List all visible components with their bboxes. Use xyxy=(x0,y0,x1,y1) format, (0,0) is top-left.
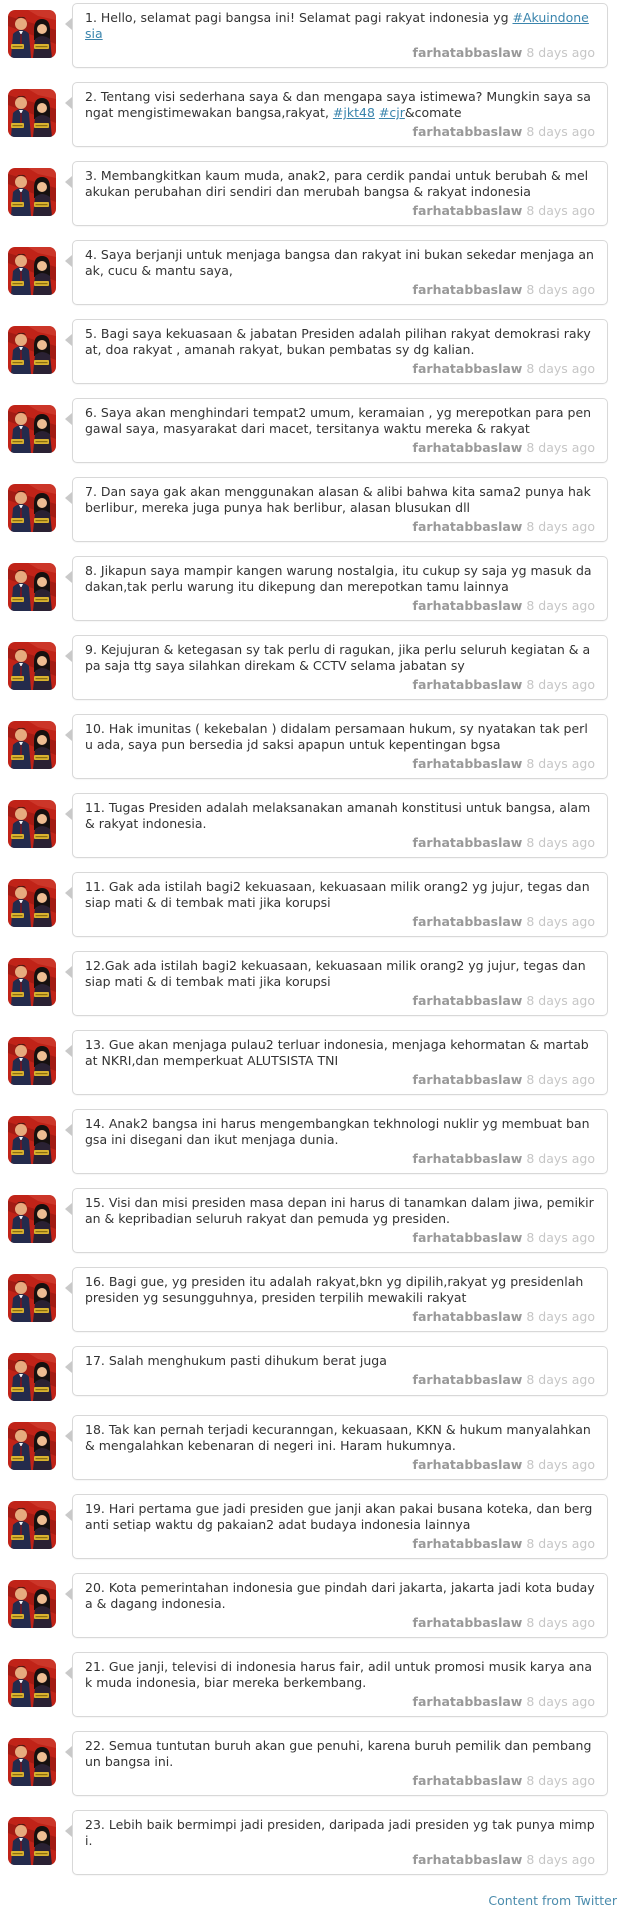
tweet-text xyxy=(85,563,595,595)
bubble-pointer xyxy=(72,714,608,779)
couple-portrait-avatar-icon xyxy=(8,563,56,611)
tweet-timestamp[interactable]: 8 days ago xyxy=(526,1536,595,1551)
couple-portrait-avatar-icon xyxy=(8,1195,56,1243)
tweet-meta xyxy=(85,914,595,930)
tweet-author[interactable]: farhatabbaslaw xyxy=(412,1151,523,1166)
tweet-text xyxy=(85,721,595,753)
tweet-author[interactable]: farhatabbaslaw xyxy=(412,519,523,534)
tweet-text xyxy=(85,642,595,674)
tweet-text-segment: 7. Dan saya gak akan menggunakan alasan & alibi bahwa kita sama2 punya hak berlibur, mereka juga punya hak berlibur, alasan blusukan dll xyxy=(85,484,591,515)
avatar[interactable] xyxy=(8,1353,56,1401)
bubble-pointer xyxy=(72,1415,608,1480)
bubble-pointer xyxy=(72,1731,608,1796)
couple-portrait-avatar-icon xyxy=(8,1116,56,1164)
hashtag-link[interactable]: #jkt48 xyxy=(332,105,375,120)
tweet-text xyxy=(85,1501,595,1533)
tweet-author[interactable]: farhatabbaslaw xyxy=(412,1615,523,1630)
tweet-meta xyxy=(85,598,595,614)
tweet-timestamp[interactable]: 8 days ago xyxy=(526,1852,595,1867)
content-from-twitter-link[interactable]: Content from Twitter xyxy=(488,1893,617,1908)
couple-portrait-avatar-icon xyxy=(8,1353,56,1401)
tweet-meta xyxy=(85,1372,595,1388)
tweet-row xyxy=(8,793,608,858)
tweet-meta xyxy=(85,1230,595,1246)
tweet-text xyxy=(85,10,595,42)
tweet-author[interactable]: farhatabbaslaw xyxy=(412,1072,523,1087)
tweet-bubble xyxy=(72,951,608,1016)
tweet-text xyxy=(85,484,595,516)
tweet-bubble xyxy=(72,1652,608,1717)
tweet-meta xyxy=(85,361,595,377)
tweet-author[interactable]: farhatabbaslaw xyxy=(412,1536,523,1551)
tweet-timestamp[interactable]: 8 days ago xyxy=(526,1151,595,1166)
tweet-text-segment: 9. Kejujuran & ketegasan sy tak perlu di ragukan, jika perlu seluruh kegiatan & apa saja ttg saya silahkan direkam & CCTV selama jabatan sy xyxy=(85,642,591,673)
tweet-text-segment: 3. Membangkitkan kaum muda, anak2, para cerdik pandai untuk berubah & melakukan perubahan diri sendiri dan merubah bangsa & rakyat indonesia xyxy=(85,168,589,199)
avatar[interactable] xyxy=(8,405,56,453)
couple-portrait-avatar-icon xyxy=(8,326,56,374)
tweet-meta xyxy=(85,45,595,61)
hashtag-link[interactable]: #Akuindonesia xyxy=(85,10,589,41)
avatar[interactable] xyxy=(8,247,56,295)
tweet-bubble xyxy=(72,872,608,937)
tweet-bubble xyxy=(72,1346,608,1396)
tweet-timestamp[interactable]: 8 days ago xyxy=(526,1309,595,1324)
couple-portrait-avatar-icon xyxy=(8,247,56,295)
couple-portrait-avatar-icon xyxy=(8,1422,56,1470)
tweet-bubble xyxy=(72,1030,608,1095)
tweet-row xyxy=(8,872,608,937)
tweet-text-segment: 4. Saya berjanji untuk menjaga bangsa dan rakyat ini bukan sekedar menjaga anak, cucu & mantu saya, xyxy=(85,247,594,278)
tweet-timestamp[interactable]: 8 days ago xyxy=(526,677,595,692)
tweet-text-segment: 22. Semua tuntutan buruh akan gue penuhi, karena buruh pemilik dan pembangun bangsa ini. xyxy=(85,1738,592,1769)
tweet-timestamp[interactable]: 8 days ago xyxy=(526,756,595,771)
tweet-row xyxy=(8,1267,608,1332)
tweet-bubble xyxy=(72,1267,608,1332)
tweet-text-segment: 20. Kota pemerintahan indonesia gue pindah dari jakarta, jakarta jadi kota budaya & dagang indonesia. xyxy=(85,1580,595,1611)
tweet-bubble xyxy=(72,714,608,779)
tweet-author[interactable]: farhatabbaslaw xyxy=(412,203,523,218)
tweet-row xyxy=(8,1652,608,1717)
couple-portrait-avatar-icon xyxy=(8,405,56,453)
avatar[interactable] xyxy=(8,563,56,611)
tweet-text xyxy=(85,1116,595,1148)
tweet-row xyxy=(8,477,608,542)
tweet-text-segment: 6. Saya akan menghindari tempat2 umum, keramaian , yg merepotkan para pengawal saya, masyarakat dari macet, tersitanya waktu mereka & rakyat xyxy=(85,405,592,436)
couple-portrait-avatar-icon xyxy=(8,10,56,58)
feed-footer xyxy=(0,1889,622,1920)
tweet-meta xyxy=(85,677,595,693)
couple-portrait-avatar-icon xyxy=(8,1274,56,1322)
couple-portrait-avatar-icon xyxy=(8,721,56,769)
tweet-bubble xyxy=(72,1188,608,1253)
avatar[interactable] xyxy=(8,721,56,769)
tweet-row xyxy=(8,240,608,305)
couple-portrait-avatar-icon xyxy=(8,89,56,137)
tweet-author[interactable]: farhatabbaslaw xyxy=(412,756,523,771)
tweet-row xyxy=(8,1573,608,1638)
avatar[interactable] xyxy=(8,484,56,532)
couple-portrait-avatar-icon xyxy=(8,1817,56,1865)
tweet-text xyxy=(85,958,595,990)
tweet-meta xyxy=(85,124,595,140)
tweet-timestamp[interactable]: 8 days ago xyxy=(526,519,595,534)
tweet-timestamp[interactable]: 8 days ago xyxy=(526,1457,595,1472)
bubble-pointer xyxy=(72,556,608,621)
bubble-pointer xyxy=(72,1188,608,1253)
avatar[interactable] xyxy=(8,1195,56,1243)
bubble-pointer xyxy=(72,635,608,700)
bubble-pointer xyxy=(72,319,608,384)
avatar[interactable] xyxy=(8,1422,56,1470)
tweet-author[interactable]: farhatabbaslaw xyxy=(412,1852,523,1867)
tweet-row xyxy=(8,1188,608,1253)
avatar[interactable] xyxy=(8,642,56,690)
bubble-pointer xyxy=(72,3,608,68)
tweet-row xyxy=(8,1346,608,1401)
tweet-text-segment: 16. Bagi gue, yg presiden itu adalah rakyat,bkn yg dipilih,rakyat yg presidenlah presiden yg sesungguhnya, presiden terpilih mewakili rakyat xyxy=(85,1274,584,1305)
bubble-pointer xyxy=(72,951,608,1016)
tweet-timestamp[interactable]: 8 days ago xyxy=(526,914,595,929)
tweet-author[interactable]: farhatabbaslaw xyxy=(412,45,523,60)
tweet-timestamp[interactable]: 8 days ago xyxy=(526,1230,595,1245)
couple-portrait-avatar-icon xyxy=(8,958,56,1006)
tweet-meta xyxy=(85,1694,595,1710)
couple-portrait-avatar-icon xyxy=(8,168,56,216)
avatar[interactable] xyxy=(8,800,56,848)
bubble-pointer xyxy=(72,1267,608,1332)
bubble-pointer xyxy=(72,1573,608,1638)
bubble-pointer xyxy=(72,477,608,542)
tweet-author[interactable]: farhatabbaslaw xyxy=(412,1694,523,1709)
tweet-text xyxy=(85,405,595,437)
tweet-author[interactable]: farhatabbaslaw xyxy=(412,598,523,613)
tweet-text xyxy=(85,1037,595,1069)
tweet-meta xyxy=(85,1852,595,1868)
couple-portrait-avatar-icon xyxy=(8,1738,56,1786)
avatar[interactable] xyxy=(8,89,56,137)
tweet-author[interactable]: farhatabbaslaw xyxy=(412,440,523,455)
tweet-text-segment: 10. Hak imunitas ( kekebalan ) didalam persamaan hukum, sy nyatakan tak perlu ada, saya pun bersedia jd saksi apapun untuk kepentingan bgsa xyxy=(85,721,588,752)
tweet-bubble xyxy=(72,319,608,384)
tweet-bubble xyxy=(72,82,608,147)
tweet-bubble xyxy=(72,1810,608,1875)
tweet-bubble xyxy=(72,1494,608,1559)
tweet-timestamp[interactable]: 8 days ago xyxy=(526,1615,595,1630)
tweet-text xyxy=(85,1659,595,1691)
tweet-text-segment: 17. Salah menghukum pasti dihukum berat juga xyxy=(85,1353,387,1368)
tweet-text-segment: 15. Visi dan misi presiden masa depan ini harus di tanamkan dalam jiwa, pemikiran & kepribadian seluruh rakyat dan pemuda yg presiden. xyxy=(85,1195,594,1226)
avatar[interactable] xyxy=(8,1501,56,1549)
couple-portrait-avatar-icon xyxy=(8,642,56,690)
tweet-timestamp[interactable]: 8 days ago xyxy=(526,598,595,613)
tweet-bubble xyxy=(72,477,608,542)
bubble-pointer xyxy=(72,1494,608,1559)
tweet-text xyxy=(85,89,595,121)
tweet-bubble xyxy=(72,240,608,305)
tweet-text-segment: 1. Hello, selamat pagi bangsa ini! Selamat pagi rakyat indonesia yg xyxy=(85,10,513,25)
tweet-author[interactable]: farhatabbaslaw xyxy=(412,1230,523,1245)
avatar[interactable] xyxy=(8,958,56,1006)
tweet-text-segment: 11. Gak ada istilah bagi2 kekuasaan, kekuasaan milik orang2 yg jujur, tegas dan siap mati & di tembak mati jika korupsi xyxy=(85,879,590,910)
avatar[interactable] xyxy=(8,1738,56,1786)
tweet-author[interactable]: farhatabbaslaw xyxy=(412,677,523,692)
tweet-text-segment: 8. Jikapun saya mampir kangen warung nostalgia, itu cukup sy saja yg masuk dadakan,tak perlu warung itu dikepung dan merepotkan tamu lainnya xyxy=(85,563,592,594)
tweet-author[interactable]: farhatabbaslaw xyxy=(412,282,523,297)
bubble-pointer xyxy=(72,1030,608,1095)
tweet-timestamp[interactable]: 8 days ago xyxy=(526,1372,595,1387)
tweet-text-segment: 21. Gue janji, televisi di indonesia harus fair, adil untuk promosi musik karya anak muda indonesia, biar mereka berkembang. xyxy=(85,1659,593,1690)
tweet-bubble xyxy=(72,793,608,858)
tweet-timestamp[interactable]: 8 days ago xyxy=(526,45,595,60)
couple-portrait-avatar-icon xyxy=(8,879,56,927)
tweet-row xyxy=(8,951,608,1016)
couple-portrait-avatar-icon xyxy=(8,1580,56,1628)
tweet-row xyxy=(8,1030,608,1095)
tweet-meta xyxy=(85,1151,595,1167)
tweet-timestamp[interactable]: 8 days ago xyxy=(526,1694,595,1709)
tweet-text xyxy=(85,247,595,279)
bubble-pointer xyxy=(72,398,608,463)
tweet-text xyxy=(85,1353,595,1369)
tweet-author[interactable]: farhatabbaslaw xyxy=(412,124,523,139)
couple-portrait-avatar-icon xyxy=(8,800,56,848)
tweet-meta xyxy=(85,519,595,535)
tweet-meta xyxy=(85,1773,595,1789)
tweet-text xyxy=(85,1580,595,1612)
tweet-text-segment: 14. Anak2 bangsa ini harus mengembangkan tekhnologi nuklir yg membuat bangsa ini disegani dan ikut menjaga dunia. xyxy=(85,1116,590,1147)
tweet-row xyxy=(8,3,608,68)
tweet-bubble xyxy=(72,635,608,700)
avatar[interactable] xyxy=(8,10,56,58)
tweet-text xyxy=(85,1817,595,1849)
tweet-meta xyxy=(85,1309,595,1325)
tweet-text xyxy=(85,1422,595,1454)
tweet-timestamp[interactable]: 8 days ago xyxy=(526,282,595,297)
tweet-row xyxy=(8,82,608,147)
tweet-text xyxy=(85,800,595,832)
tweet-row xyxy=(8,1810,608,1875)
tweet-meta xyxy=(85,203,595,219)
avatar[interactable] xyxy=(8,879,56,927)
tweet-text-segment: 12.Gak ada istilah bagi2 kekuasaan, kekuasaan milik orang2 yg jujur, tegas dan siap mati & di tembak mati jika korupsi xyxy=(85,958,586,989)
tweet-meta xyxy=(85,1536,595,1552)
avatar[interactable] xyxy=(8,168,56,216)
tweet-meta xyxy=(85,282,595,298)
tweet-meta xyxy=(85,440,595,456)
tweet-text xyxy=(85,1738,595,1770)
tweet-text xyxy=(85,1274,595,1306)
tweet-bubble xyxy=(72,3,608,68)
tweet-author[interactable]: farhatabbaslaw xyxy=(412,1773,523,1788)
avatar[interactable] xyxy=(8,1817,56,1865)
tweet-meta xyxy=(85,1615,595,1631)
avatar[interactable] xyxy=(8,1037,56,1085)
tweet-text-segment: 5. Bagi saya kekuasaan & jabatan Presiden adalah pilihan rakyat demokrasi rakyat, doa rakyat , amanah rakyat, bukan pembatas sy dg kalian. xyxy=(85,326,591,357)
couple-portrait-avatar-icon xyxy=(8,1659,56,1707)
tweet-text-segment: 13. Gue akan menjaga pulau2 terluar indonesia, menjaga kehormatan & martabat NKRI,dan memperkuat ALUTSISTA TNI xyxy=(85,1037,589,1068)
hashtag-link[interactable]: #cjr xyxy=(378,105,405,120)
tweet-text-segment: 23. Lebih baik bermimpi jadi presiden, daripada jadi presiden yg tak punya mimpi. xyxy=(85,1817,595,1848)
couple-portrait-avatar-icon xyxy=(8,1501,56,1549)
tweet-row xyxy=(8,398,608,463)
tweet-text-segment: 19. Hari pertama gue jadi presiden gue janji akan pakai busana koteka, dan berganti setiap waktu dg pakaian2 adat budaya indonesia lainnya xyxy=(85,1501,593,1532)
tweet-text xyxy=(85,879,595,911)
bubble-pointer xyxy=(72,1109,608,1174)
avatar[interactable] xyxy=(8,1274,56,1322)
tweet-text-segment: 2. Tentang visi sederhana saya & dan mengapa saya istimewa? Mungkin saya sangat mengistimewakan bangsa,rakyat, xyxy=(85,89,591,120)
tweet-timestamp[interactable]: 8 days ago xyxy=(526,124,595,139)
tweet-author[interactable]: farhatabbaslaw xyxy=(412,914,523,929)
tweet-author[interactable]: farhatabbaslaw xyxy=(412,1372,523,1387)
avatar[interactable] xyxy=(8,1659,56,1707)
tweet-text xyxy=(85,168,595,200)
tweet-row xyxy=(8,635,608,700)
tweet-timestamp[interactable]: 8 days ago xyxy=(526,203,595,218)
couple-portrait-avatar-icon xyxy=(8,484,56,532)
tweet-row xyxy=(8,556,608,621)
tweet-author[interactable]: farhatabbaslaw xyxy=(412,993,523,1008)
tweet-timestamp[interactable]: 8 days ago xyxy=(526,440,595,455)
avatar[interactable] xyxy=(8,1580,56,1628)
tweet-meta xyxy=(85,756,595,772)
tweet-bubble xyxy=(72,398,608,463)
avatar[interactable] xyxy=(8,1116,56,1164)
bubble-pointer xyxy=(72,82,608,147)
tweet-bubble xyxy=(72,1109,608,1174)
tweet-timestamp[interactable]: 8 days ago xyxy=(526,993,595,1008)
couple-portrait-avatar-icon xyxy=(8,1037,56,1085)
bubble-pointer xyxy=(72,1346,608,1396)
tweet-meta xyxy=(85,1457,595,1473)
bubble-pointer xyxy=(72,793,608,858)
bubble-pointer xyxy=(72,872,608,937)
avatar[interactable] xyxy=(8,326,56,374)
tweet-row xyxy=(8,714,608,779)
tweet-text xyxy=(85,326,595,358)
tweet-bubble xyxy=(72,1731,608,1796)
tweet-row xyxy=(8,319,608,384)
tweet-text-segment: 18. Tak kan pernah terjadi kecuranngan, kekuasaan, KKN & hukum manyalahkan & mengalahkan kebenaran di negeri ini. Haram hukumnya. xyxy=(85,1422,591,1453)
tweet-text xyxy=(85,1195,595,1227)
tweet-timestamp[interactable]: 8 days ago xyxy=(526,361,595,376)
tweet-row xyxy=(8,1494,608,1559)
bubble-pointer xyxy=(72,1652,608,1717)
tweet-bubble xyxy=(72,161,608,226)
tweet-author[interactable]: farhatabbaslaw xyxy=(412,1309,523,1324)
bubble-pointer xyxy=(72,240,608,305)
tweet-bubble xyxy=(72,556,608,621)
tweet-row xyxy=(8,1731,608,1796)
tweet-row xyxy=(8,1415,608,1480)
bubble-pointer xyxy=(72,1810,608,1875)
tweet-timestamp[interactable]: 8 days ago xyxy=(526,1773,595,1788)
tweet-text-segment: &comate xyxy=(404,105,462,120)
tweet-timestamp[interactable]: 8 days ago xyxy=(526,1072,595,1087)
tweet-author[interactable]: farhatabbaslaw xyxy=(412,361,523,376)
tweet-author[interactable]: farhatabbaslaw xyxy=(412,835,523,850)
tweet-row xyxy=(8,161,608,226)
tweet-meta xyxy=(85,1072,595,1088)
tweet-meta xyxy=(85,993,595,1009)
tweet-text-segment: 11. Tugas Presiden adalah melaksanakan amanah konstitusi untuk bangsa, alam & rakyat indonesia. xyxy=(85,800,591,831)
tweet-meta xyxy=(85,835,595,851)
tweet-row xyxy=(8,1109,608,1174)
bubble-pointer xyxy=(72,161,608,226)
tweet-bubble xyxy=(72,1415,608,1480)
tweet-bubble xyxy=(72,1573,608,1638)
tweet-author[interactable]: farhatabbaslaw xyxy=(412,1457,523,1472)
tweet-timestamp[interactable]: 8 days ago xyxy=(526,835,595,850)
